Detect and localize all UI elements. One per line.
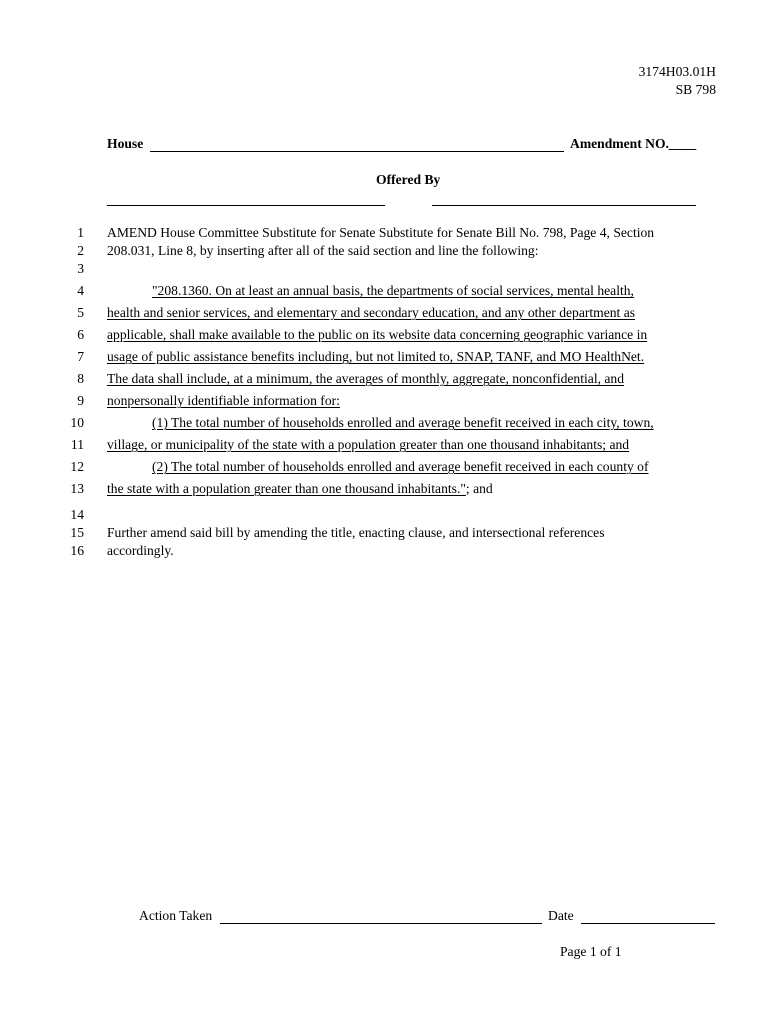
- body-line: 208.031, Line 8, by inserting after all of the said section and line the following:: [107, 243, 539, 258]
- document-code: 3174H03.01H: [638, 64, 716, 79]
- body-line: AMEND House Committee Substitute for Senate Substitute for Senate Bill No. 798, Page 4, Section: [107, 225, 655, 240]
- line-number: 5: [77, 305, 84, 320]
- offered-by-label: Offered By: [376, 172, 441, 187]
- date-label: Date: [548, 908, 574, 923]
- line-number: 6: [77, 327, 84, 342]
- line-number: 12: [70, 459, 84, 474]
- line-number: 1: [77, 225, 84, 240]
- line-number: 7: [77, 349, 84, 364]
- inserted-text-line: the state with a population greater than one thousand inhabitants.": [107, 481, 466, 496]
- inserted-text-line: nonpersonally identifiable information for:: [107, 393, 340, 408]
- line-number: 14: [70, 507, 84, 522]
- action-taken-label: Action Taken: [139, 908, 213, 923]
- inserted-text-line: (2) The total number of households enrolled and average benefit received in each county of: [152, 459, 649, 474]
- inserted-text-line: health and senior services, and elementary and secondary education, and any other department as: [107, 305, 636, 320]
- inserted-text-line: usage of public assistance benefits including, but not limited to, SNAP, TANF, and MO HealthNet.: [107, 349, 645, 364]
- line-number: 9: [77, 393, 84, 408]
- page-number: Page 1 of 1: [560, 944, 622, 959]
- house-blank-line: [150, 151, 564, 152]
- inserted-text-line: village, or municipality of the state with a population greater than one thousand inhabitants; and: [107, 437, 630, 452]
- line-number: 16: [70, 543, 84, 558]
- house-label: House: [107, 136, 144, 151]
- line-number: 13: [70, 481, 84, 496]
- line-number: 4: [77, 283, 84, 298]
- action-taken-line: [220, 923, 542, 924]
- body-line: Further amend said bill by amending the title, enacting clause, and intersectional references: [107, 525, 605, 540]
- amendment-number-label: Amendment NO.____: [570, 136, 697, 151]
- offered-by-line-right: [432, 205, 696, 206]
- line-number: 10: [70, 415, 84, 430]
- inserted-text-line: applicable, shall make available to the public on its website data concerning geographic variance in: [107, 327, 648, 342]
- line-number: 2: [77, 243, 84, 258]
- inserted-text-suffix: ; and: [465, 481, 493, 496]
- line-number: 11: [70, 437, 84, 452]
- body-line: accordingly.: [107, 543, 174, 558]
- line-number: 8: [77, 371, 84, 386]
- inserted-text-line: The data shall include, at a minimum, the averages of monthly, aggregate, nonconfidential, and: [107, 371, 625, 386]
- line-number: 3: [77, 261, 84, 276]
- date-line: [581, 923, 715, 924]
- line-number: 15: [70, 525, 84, 540]
- inserted-text-line: "208.1360. On at least an annual basis, the departments of social services, mental health,: [152, 283, 634, 298]
- bill-number: SB 798: [675, 82, 716, 97]
- offered-by-line-left: [107, 205, 385, 206]
- inserted-text-line: (1) The total number of households enrolled and average benefit received in each city, town,: [152, 415, 654, 430]
